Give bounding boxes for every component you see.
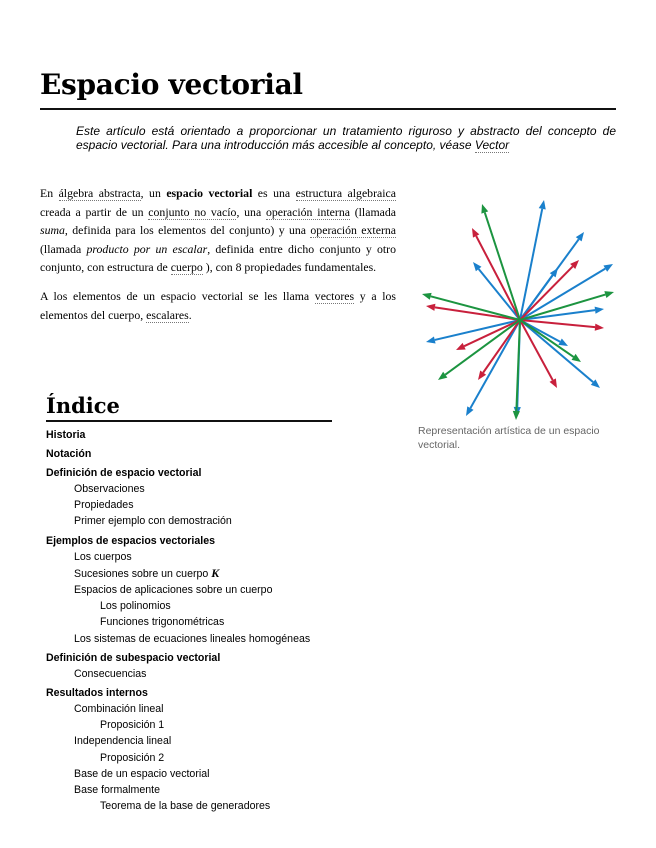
toc-item-notacion[interactable]: Notación: [46, 448, 92, 460]
toc-item-teorema[interactable]: Teorema de la base de generadores: [100, 800, 271, 813]
text-fragment: , una: [236, 204, 266, 219]
vector-arrow-shaft: [479, 269, 520, 320]
text-fragment: (llamada: [349, 204, 396, 219]
title-rule: [40, 108, 616, 110]
vector-arrow-head: [472, 228, 479, 238]
toc-title: Índice: [46, 393, 120, 418]
vector-arrow-head: [572, 354, 581, 362]
toc-item-primer-ejemplo[interactable]: Primer ejemplo con demostración: [74, 515, 232, 528]
toc-item-sucesiones[interactable]: [46, 565, 366, 582]
text-fragment: creada a partir de un: [40, 204, 149, 219]
toc-item-base-formal[interactable]: Base formalmente: [74, 784, 160, 797]
vector-space-illustration: [418, 192, 618, 424]
article-body: [40, 184, 396, 334]
text-fragment: A los elementos de un espacio vectorial se les llama: [40, 288, 315, 303]
toc-item-proposicion1[interactable]: Proposición 1: [100, 719, 165, 732]
figure: [418, 192, 618, 452]
link-conjunto-no-vacio[interactable]: conjunto no vacío: [148, 204, 237, 219]
vector-arrow-head: [426, 304, 435, 311]
term-producto-por-escalar: producto por un escalar: [86, 241, 208, 256]
link-operacion-externa[interactable]: operación externa: [310, 223, 397, 238]
vector-arrow-head: [558, 339, 568, 346]
term-espacio-vectorial: espacio vectorial: [166, 186, 253, 200]
toc-item-proposicion2[interactable]: Proposición 2: [100, 751, 165, 764]
link-algebra-abstracta[interactable]: álgebra abstracta: [58, 186, 141, 200]
toc-item-aplicaciones[interactable]: Espacios de aplicaciones sobre un cuerpo: [74, 584, 273, 597]
toc-item-ejemplos[interactable]: Ejemplos de espacios vectoriales: [46, 534, 215, 547]
vector-arrow-head: [604, 291, 614, 298]
toc-item-consecuencias[interactable]: Consecuencias: [74, 667, 147, 680]
figure-caption: Representación artística de un espacio vectorial.: [418, 425, 600, 451]
toc-item-sistemas[interactable]: Los sistemas de ecuaciones lineales homogéneas: [74, 632, 311, 645]
text-fragment: .: [188, 307, 192, 322]
toc-item-subespacio[interactable]: Definición de subespacio vectorial: [46, 651, 221, 664]
toc-item-observaciones[interactable]: Observaciones: [74, 483, 145, 495]
link-estructura-algebraica[interactable]: estructura algebraica: [295, 186, 396, 200]
text-fragment: (llamada: [40, 241, 87, 256]
vector-arrow-head: [595, 307, 604, 314]
toc-item-polinomios[interactable]: Los polinomios: [100, 600, 171, 613]
vector-arrow-head: [478, 371, 486, 380]
paragraph-intro: [40, 184, 396, 277]
text-fragment: es una: [252, 186, 296, 200]
vector-arrow-head: [426, 336, 436, 343]
toc-item-combinacion[interactable]: Combinación lineal: [74, 703, 164, 716]
vector-arrow-shaft: [470, 320, 520, 408]
toc-item-propiedades[interactable]: Propiedades: [74, 499, 134, 512]
vector-arrow-shaft: [520, 310, 595, 320]
vector-arrow-head: [466, 406, 474, 416]
vector-arrow-head: [481, 204, 488, 214]
hatnote-text: Este artículo está orientado a proporcionar un tratamiento riguroso y abstracto del concepto de espacio vectorial. Para una introducción más accesible al concepto, véase: [76, 124, 616, 153]
link-escalares[interactable]: escalares: [146, 307, 189, 322]
text-fragment: ), con 8 propiedades fundamentales.: [202, 260, 377, 275]
vector-arrow-shaft: [476, 236, 520, 320]
link-operacion-interna[interactable]: operación interna: [265, 204, 350, 219]
toc-item-trigonometricas[interactable]: Funciones trigonométricas: [100, 616, 225, 629]
term-suma: suma: [40, 223, 65, 238]
toc-item-label: Sucesiones sobre un cuerpo: [74, 567, 212, 580]
vector-arrow-shaft: [520, 320, 574, 357]
link-cuerpo[interactable]: cuerpo: [170, 260, 203, 275]
vector-arrow-head: [603, 264, 613, 272]
symbol-k: K: [211, 565, 220, 580]
vector-arrow-head: [513, 411, 520, 420]
text-fragment: , definida entre dicho conjunto y otro conjunto, con estructura de: [40, 241, 397, 275]
vector-arrow-head: [550, 378, 557, 388]
link-vector[interactable]: Vector: [474, 138, 510, 153]
toc-item-definicion[interactable]: Definición de espacio vectorial: [46, 467, 202, 479]
toc-item-base[interactable]: Base de un espacio vectorial: [74, 767, 210, 780]
vector-arrow-head: [539, 200, 546, 210]
toc-item-cuerpos[interactable]: Los cuerpos: [74, 550, 132, 563]
text-fragment: y a los elementos del cuerpo,: [40, 288, 396, 322]
hatnote: [76, 124, 616, 153]
vector-arrow-shaft: [485, 213, 520, 320]
toc-item-historia[interactable]: Historia: [46, 429, 86, 441]
vector-arrow-shaft: [520, 320, 593, 382]
link-vectores[interactable]: vectores: [314, 288, 355, 303]
vector-arrow-head: [456, 343, 466, 350]
toc-item-independencia[interactable]: Independencia lineal: [74, 735, 172, 748]
toc-rule: [46, 420, 332, 422]
table-of-contents: [46, 428, 366, 814]
vector-arrow-head: [595, 324, 604, 331]
paragraph-elements: [40, 287, 396, 324]
page-title: Espacio vectorial: [40, 68, 303, 101]
vector-arrow-head: [422, 293, 432, 300]
toc-item-resultados[interactable]: Resultados internos: [46, 687, 148, 700]
text-fragment: , un: [140, 186, 167, 200]
text-fragment: , definida para los elementos del conjunto) y una: [64, 223, 311, 238]
text-fragment: En: [40, 186, 59, 200]
